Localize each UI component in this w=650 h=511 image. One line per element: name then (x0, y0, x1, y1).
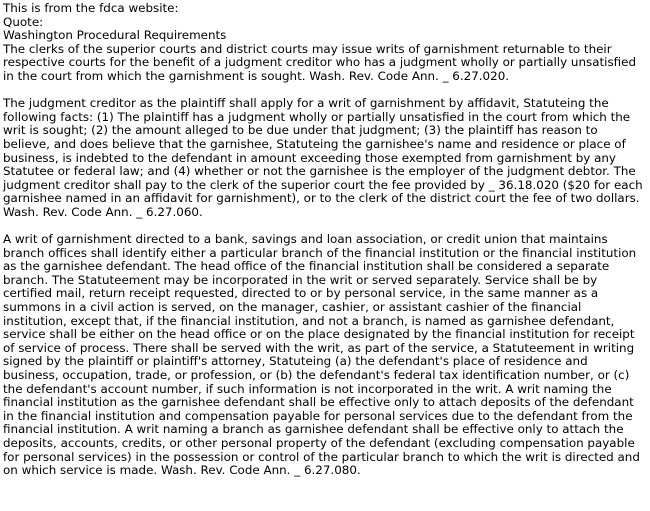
section-heading: Washington Procedural Requirements (3, 28, 227, 43)
quote-label: Quote: (3, 14, 44, 29)
paragraph-gap (3, 84, 647, 98)
paragraph-financial-institution-service: A writ of garnishment directed to a bank, savings and loan association, or credit union that maintains branch offices shall identify either a particular branch of the financial institution or the financial institution as the garnishee defendant. The head office of the financial institution shall be considered a separate branch. The Statuteement may be incorporated in the writ or served separately. Service shall be by certified mail, return receipt requested, directed to or by personal service, in the same manner as a summons in a civil action is served, on the manager, cashier, or assistant cashier of the financial institution, except that, if the financial institution, and not a branch, is named as garnishee defendant, service shall be either on the head office or on the place designated by the financial institution for receipt of service of process. There shall be served with the writ, as part of the service, a Statuteement in writing signed by the plaintiff or plaintiff's attorney, Statuteing (a) the defendant's place of residence and business, occupation, trade, or profession, or (b) the defendant's federal tax identification number, or (c) the defendant's account number, if such information is not incorporated in the writ. A writ naming the financial institution as the garnishee defendant shall be effective only to attach deposits of the defendant in the financial institution and compensation payable for personal services due to the defendant from the financial institution. A writ naming a branch as garnishee defendant shall be effective only to attach the deposits, accounts, credits, or other personal property of the defendant (excluding compensation payable for personal services) in the possession or control of the particular branch to which the writ is directed and on which service is made. Wash. Rev. Code Ann. _ 6.27.080. (3, 232, 640, 478)
paragraph-gap (3, 220, 647, 234)
paragraph-affidavit-requirements: The judgment creditor as the plaintiff shall apply for a writ of garnishment by affidavit, Statuteing the following facts: (1) The plaintiff has a judgment wholly or partially unsatisfied in the court from which the writ is sought; (2) the amount alleged to be due under that judgment; (3) the plaintiff has reason to believe, and does believe that the garnishee, Statuteing the garnishee's name and residence or place of business, is indebted to the defendant in amount exceeding those exempted from garnishment by any Statutee or federal law; and (4) whether or not the garnishee is the employer of the judgment debtor. The judgment creditor shall pay to the clerk of the superior court the fee provided by _ 36.18.020 ($20 for each garnishee named in an affidavit for garnishment), or to the clerk of the district court the fee of two dollars. Wash. Rev. Code Ann. _ 6.27.060. (3, 96, 643, 219)
paragraph-clerks-issue-writs: The clerks of the superior courts and district courts may issue writs of garnishment returnable to their respective courts for the benefit of a judgment creditor who has a judgment wholly or partially unsatisfied in the court from which the garnishment is sought. Wash. Rev. Code Ann. _ 6.27.020. (3, 41, 636, 83)
intro-line: This is from the fdca website: (3, 1, 179, 15)
